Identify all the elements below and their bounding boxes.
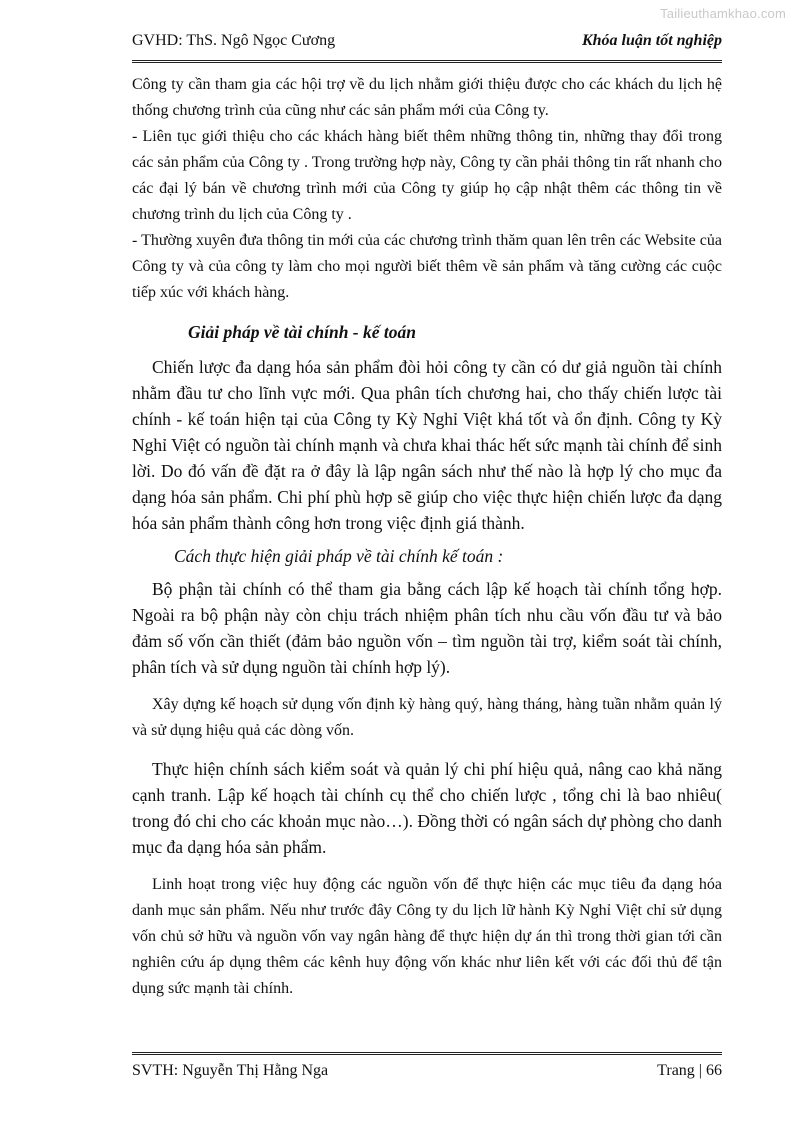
paragraph-1: Công ty cần tham gia các hội trợ về du lịch nhằm giới thiệu được cho các khách du lịch hệ thống chương trình của cũng như các sản phẩm mới của Công ty. [132, 76, 722, 119]
subsection-heading-implementation: Cách thực hiện giải pháp về tài chính kế toán : [174, 546, 504, 566]
footer-divider [132, 1052, 722, 1055]
header-doc-type: Khóa luận tốt nghiệp [581, 32, 722, 49]
page-body [132, 72, 722, 1002]
footer-student: SVTH: Nguyễn Thị Hằng Nga [132, 1062, 329, 1079]
page-footer [132, 1062, 722, 1086]
header-advisor: GVHD: ThS. Ngô Ngọc Cương [132, 32, 336, 49]
header-divider [132, 60, 722, 63]
page-number: Trang | 66 [657, 1062, 722, 1079]
paragraph-5: Bộ phận tài chính có thể tham gia bằng cách lập kế hoạch tài chính tổng hợp. Ngoài ra bộ phận này còn chịu trách nhiệm phân tích nhu cầu vốn đầu tư và bảo đảm số vốn cần thiết (đảm bảo nguồn vốn – tìm nguồn tài trợ, kiểm soát tài chính, phân tích và sử dụng nguồn tài chính hợp lý). [132, 579, 722, 677]
paragraph-3: - Thường xuyên đưa thông tin mới của các chương trình thăm quan lên trên các Website của Công ty và của công ty làm cho mọi người biết thêm về sản phẩm và tăng cường các cuộc tiếp xúc với khách hàng. [132, 232, 722, 301]
page-header [132, 28, 722, 58]
paragraph-6: Xây dựng kế hoạch sử dụng vốn định kỳ hàng quý, hàng tháng, hàng tuần nhằm quản lý và sử dụng hiệu quả các dòng vốn. [132, 696, 722, 739]
paragraph-7: Thực hiện chính sách kiểm soát và quản lý chi phí hiệu quả, nâng cao khả năng cạnh tranh. Lập kế hoạch tài chính cụ thể cho chiến lược , tổng chi là bao nhiêu( trong đó chi cho các khoản mục nào…). Đồng thời có ngân sách dự phòng cho danh mục đa dạng hóa sản phẩm. [132, 759, 722, 857]
watermark: Tailieuthamkhao.com [660, 6, 786, 21]
paragraph-2: - Liên tục giới thiệu cho các khách hàng biết thêm những thông tin, những thay đổi trong các sản phẩm của Công ty . Trong trường hợp này, Công ty cần phải thông tin rất nhanh cho các đại lý bán về chương trình mới của Công ty giúp họ cập nhật thêm các thông tin về chương trình du lịch của Công ty . [132, 128, 722, 223]
paragraph-8: Linh hoạt trong việc huy động các nguồn vốn để thực hiện các mục tiêu đa dạng hóa danh mục sản phẩm. Nếu như trước đây Công ty du lịch lữ hành Kỳ Nghỉ Việt chỉ sử dụng vốn chủ sở hữu và nguồn vốn vay ngân hàng để thực hiện dự án thì trong thời gian tới cần nghiên cứu áp dụng thêm các kênh huy động vốn khác như liên kết với các đối thủ để tận dụng sức mạnh tài chính. [132, 876, 722, 997]
paragraph-4: Chiến lược đa dạng hóa sản phẩm đòi hỏi công ty cần có dư giả nguồn tài chính nhằm đầu tư cho lĩnh vực mới. Qua phân tích chương hai, cho thấy chiến lược tài chính - kế toán hiện tại của Công ty Kỳ Nghỉ Việt khá tốt và ổn định. Công ty Kỳ Nghỉ Việt có nguồn tài chính mạnh và chưa khai thác hết sức mạnh tài chính để sinh lời. Do đó vấn đề đặt ra ở đây là lập ngân sách như thế nào là hợp lý cho mục đa dạng hóa sản phẩm. Chi phí phù hợp sẽ giúp cho việc thực hiện chiến lược đa dạng hóa sản phẩm thành công hơn trong việc định giá thành. [132, 357, 722, 533]
section-heading-finance: Giải pháp về tài chính - kế toán [188, 322, 416, 342]
